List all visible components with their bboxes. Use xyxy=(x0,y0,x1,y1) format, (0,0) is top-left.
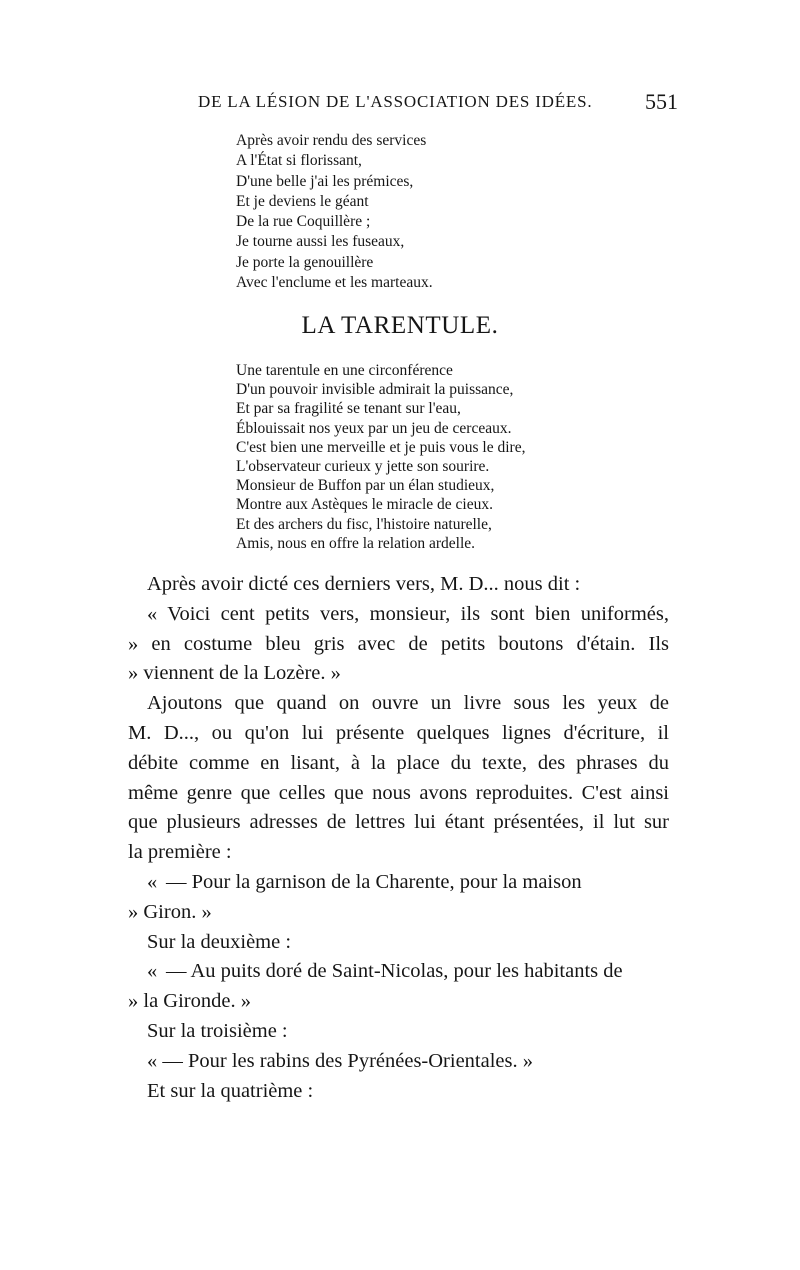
verse-line: Et je deviens le géant xyxy=(236,192,369,210)
opening-guillemet: « xyxy=(147,960,158,983)
prose-line: » la Gironde. » xyxy=(128,990,251,1013)
prose-line: que plusieurs adresses de lettres lui étant présentées, il lut sur xyxy=(128,811,669,834)
verse-line: Et des archers du fisc, l'histoire naturelle, xyxy=(236,515,492,533)
prose-line: la première : xyxy=(128,841,232,864)
prose-line: Après avoir dicté ces derniers vers, M. D... nous dit : xyxy=(147,573,581,595)
verse-line: Éblouissait nos yeux par un jeu de cerceaux. xyxy=(236,419,512,437)
prose-line: même genre que celles que nous avons reproduites. C'est ainsi xyxy=(128,781,669,804)
verse-line: D'une belle j'ai les prémices, xyxy=(236,172,414,190)
verse-line: Monsieur de Buffon par un élan studieux, xyxy=(236,477,495,495)
prose-line: « Voici cent petits vers, monsieur, ils sont bien uniformés, xyxy=(147,602,669,625)
prose-line: Et sur la quatrième : xyxy=(147,1079,314,1102)
verse-line: Une tarentule en une circonférence xyxy=(236,362,453,379)
verse-stanza-1 xyxy=(236,131,433,293)
verse-line: Avec l'enclume et les marteaux. xyxy=(236,274,433,292)
prose-line: » viennent de la Lozère. » xyxy=(128,662,341,685)
prose-quote-line xyxy=(128,868,669,898)
prose-line: « — Pour les rabins des Pyrénées-Orientales. » xyxy=(147,1049,533,1072)
running-head xyxy=(198,89,678,122)
prose-quote-line xyxy=(128,957,669,987)
verse-line: Après avoir rendu des services xyxy=(236,132,427,149)
verse-line: Je porte la genouillère xyxy=(236,253,374,271)
prose-line: débite comme en lisant, à la place du texte, des phrases du xyxy=(128,751,669,774)
prose-line: » Giron. » xyxy=(128,900,212,923)
verse-line: L'observateur curieux y jette son sourire. xyxy=(236,458,490,476)
verse-line: Montre aux Astèques le miracle de cieux. xyxy=(236,496,493,514)
verse-line: Et par sa fragilité se tenant sur l'eau, xyxy=(236,400,461,418)
prose-line: Ajoutons que quand on ouvre un livre sous les yeux de xyxy=(147,692,669,715)
prose-line: M. D..., ou qu'on lui présente quelques lignes d'écriture, il xyxy=(128,721,669,744)
prose-line: » en costume bleu gris avec de petits boutons d'étain. Ils xyxy=(128,632,669,655)
prose-body xyxy=(128,570,669,1106)
verse-line: Je tourne aussi les fuseaux, xyxy=(236,233,405,251)
prose-line: Sur la troisième : xyxy=(147,1019,288,1042)
prose-line-text: — Pour la garnison de la Charente, pour la maison xyxy=(166,870,582,893)
page-number: 551 xyxy=(645,89,678,114)
verse-line: De la rue Coquillère ; xyxy=(236,213,371,231)
verse-poem-tarentule xyxy=(236,361,525,553)
verse-line: C'est bien une merveille et je puis vous le dire, xyxy=(236,438,526,456)
verse-line: A l'État si florissant, xyxy=(236,152,362,170)
section-title: LA TARENTULE. xyxy=(301,312,499,339)
prose-line: Sur la deuxième : xyxy=(147,930,292,953)
verse-line: Amis, nous en offre la relation ardelle. xyxy=(236,534,476,552)
prose-line-text: — Au puits doré de Saint-Nicolas, pour les habitants de xyxy=(166,960,623,983)
opening-guillemet: « xyxy=(147,870,158,893)
running-title: DE LA LÉSION DE L'ASSOCIATION DES IDÉES. xyxy=(198,92,593,111)
verse-line: D'un pouvoir invisible admirait la puissance, xyxy=(236,381,514,399)
